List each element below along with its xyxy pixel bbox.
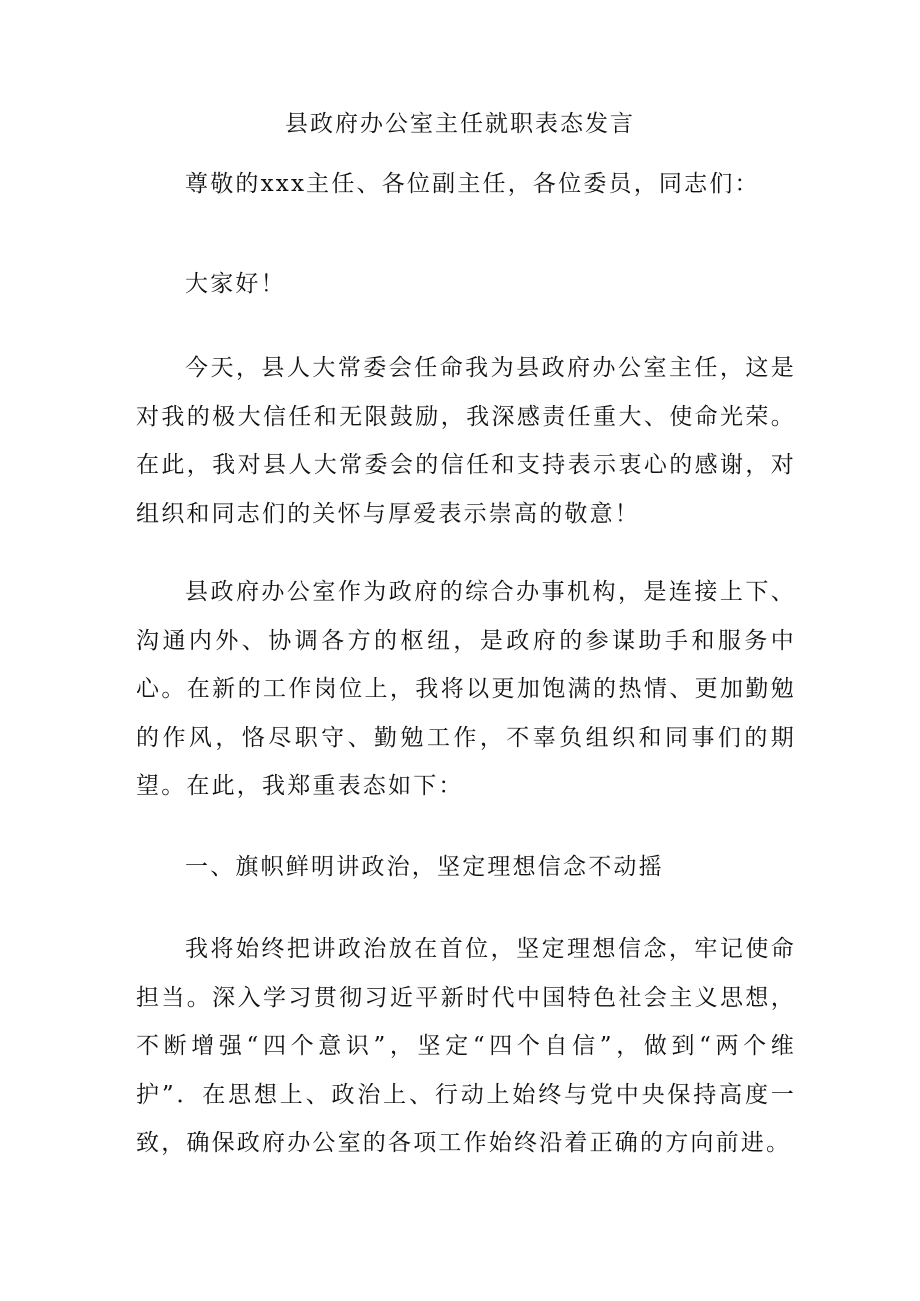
paragraph-office-role: 县政府办公室作为政府的综合办事机构，是连接上下、沟通内外、协调各方的枢纽，是政府的参谋助手和服务中心。在新的工作岗位上，我将以更加饱满的热情、更加勤勉的作风，恪尽职守、勤勉工作，不辜负组织和同事们的期望。在此，我郑重表态如下：	[136, 579, 796, 799]
paragraph-appointment: 今天，县人大常委会任命我为县政府办公室主任，这是对我的极大信任和无限鼓励，我深感责任重大、使命光荣。在此，我对县人大常委会的信任和支持表示衷心的感谢，对组织和同志们的关怀与厚爱表示崇高的敬意！	[136, 355, 796, 527]
salutation: 尊敬的xxx主任、各位副主任，各位委员，同志们：	[185, 171, 760, 197]
greeting: 大家好！	[185, 271, 286, 297]
section-heading-1: 一、旗帜鲜明讲政治，坚定理想信念不动摇	[185, 854, 664, 880]
section-paragraph-1: 我将始终把讲政治放在首位，坚定理想信念，牢记使命担当。深入学习贯彻习近平新时代中国特色社会主义思想，不断增强“四个意识”，坚定“四个自信”，做到“两个维护”．在思想上、政治上、行动上始终与党中央保持高度一致，确保政府办公室的各项工作始终沿着正确的方向前进。	[136, 936, 796, 1156]
document-title: 县政府办公室主任就职表态发言	[285, 111, 635, 137]
